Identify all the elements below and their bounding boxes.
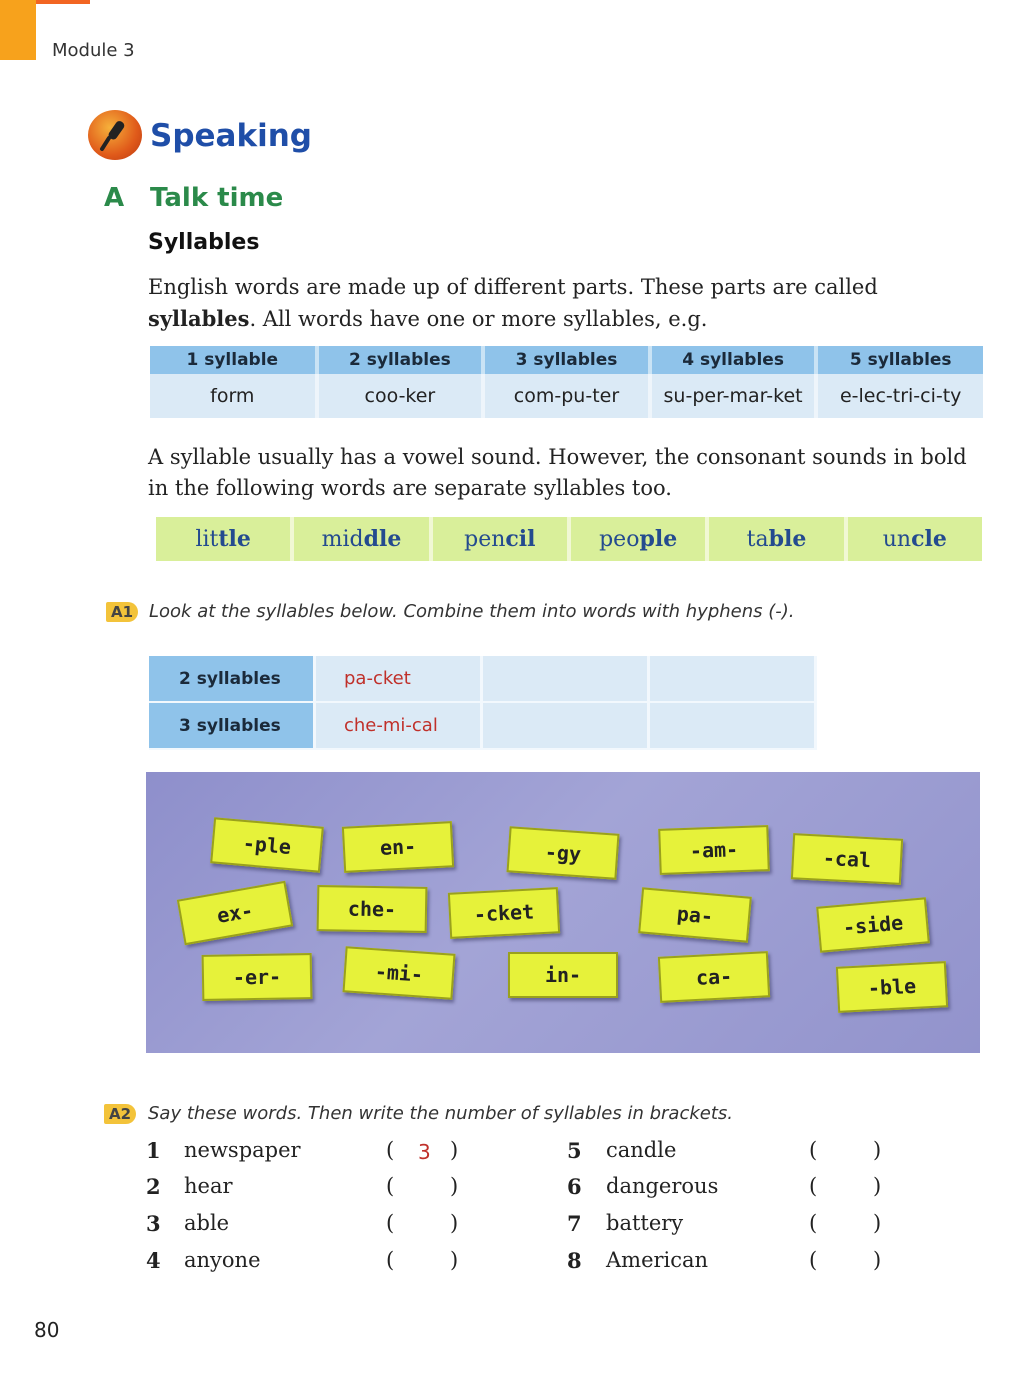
table-header: 4 syllables: [650, 346, 817, 374]
item-word: dangerous: [606, 1174, 719, 1198]
exercise-badge-a1: A1: [106, 602, 138, 622]
section-letter: A: [104, 183, 125, 213]
module-label: Module 3: [52, 40, 135, 61]
syllable-card-board: [146, 772, 980, 1053]
open-bracket: (: [386, 1174, 395, 1198]
syllable-card[interactable]: -gy: [507, 826, 620, 880]
item-word: battery: [606, 1211, 684, 1235]
example-answer: pa-cket: [315, 656, 482, 702]
item-number: 6: [567, 1174, 582, 1199]
close-bracket: ): [873, 1138, 882, 1162]
syllable-examples-table: [150, 346, 983, 418]
syllable-card[interactable]: -cket: [448, 887, 560, 939]
syllable-card[interactable]: -ble: [836, 961, 948, 1013]
syllable-header-row: [150, 346, 983, 374]
syllable-card[interactable]: in-: [508, 952, 618, 998]
syllable-card[interactable]: ex-: [177, 881, 293, 945]
corner-accent: [0, 0, 36, 60]
section-title-speaking: Speaking: [150, 118, 312, 154]
item-number: 4: [146, 1248, 161, 1273]
table-cell: com-pu-ter: [483, 374, 650, 418]
consonant-word-row: [156, 517, 982, 561]
item-word: American: [606, 1248, 709, 1272]
table-header: 5 syllables: [816, 346, 983, 374]
syllable-card[interactable]: -er-: [202, 953, 313, 1001]
a2-instruction: Say these words. Then write the number of syllables in brackets.: [148, 1103, 734, 1124]
row-label: 3 syllables: [149, 702, 315, 749]
answer-cell[interactable]: [482, 702, 649, 749]
item-word: candle: [606, 1138, 677, 1162]
answer-cell[interactable]: [482, 656, 649, 702]
intro-bold-term: syllables: [148, 306, 250, 331]
syllable-example-row: [150, 374, 983, 418]
answer-cell[interactable]: [649, 656, 816, 702]
open-bracket: (: [809, 1138, 818, 1162]
item-number: 5: [567, 1138, 582, 1163]
consonant-word: pen cil: [433, 517, 571, 561]
consonant-word: peo ple: [571, 517, 709, 561]
open-bracket: (: [809, 1174, 818, 1198]
item-number: 1: [146, 1138, 161, 1163]
item-number: 7: [567, 1211, 582, 1236]
close-bracket: ): [450, 1174, 459, 1198]
item-word: anyone: [184, 1248, 261, 1272]
table-header: 1 syllable: [150, 346, 317, 374]
microphone-icon: [88, 110, 142, 160]
table-row: [149, 702, 816, 749]
open-bracket: (: [386, 1138, 395, 1162]
syllable-card[interactable]: pa-: [638, 887, 752, 942]
table-row: [149, 656, 816, 702]
open-bracket: (: [386, 1211, 395, 1235]
exercise-badge-a2: A2: [104, 1104, 136, 1124]
answer-cell[interactable]: [649, 702, 816, 749]
syllables-heading: Syllables: [148, 230, 260, 255]
item-number: 3: [146, 1211, 161, 1236]
consonant-word: ta ble: [709, 517, 847, 561]
consonant-word: lit tle: [156, 517, 294, 561]
item-word: able: [184, 1211, 230, 1235]
open-bracket: (: [386, 1248, 395, 1272]
consonant-word: un cle: [848, 517, 982, 561]
open-bracket: (: [809, 1248, 818, 1272]
item-word: newspaper: [184, 1138, 301, 1162]
consonant-paragraph: A syllable usually has a vowel sound. However, the consonant sounds in bold in the following words are separate syllables too.: [148, 445, 967, 500]
item-number: 2: [146, 1174, 161, 1199]
open-bracket: (: [809, 1211, 818, 1235]
syllable-card[interactable]: -ple: [210, 817, 324, 872]
page-number: 80: [34, 1318, 60, 1342]
close-bracket: ): [450, 1138, 459, 1162]
table-header: 2 syllables: [317, 346, 484, 374]
example-answer: che-mi-cal: [315, 702, 482, 749]
row-label: 2 syllables: [149, 656, 315, 702]
consonant-word: mid dle: [294, 517, 432, 561]
item-number: 8: [567, 1248, 582, 1273]
syllables-intro: English words are made up of different parts. These parts are called syllables. All words have one or more syllables, e.g.: [148, 275, 878, 331]
table-cell: e-lec-tri-ci-ty: [816, 374, 983, 418]
syllable-card[interactable]: -cal: [791, 833, 903, 885]
syllable-card[interactable]: -am-: [658, 825, 770, 875]
corner-accent-strip: [36, 0, 90, 4]
section-title: Talk time: [150, 183, 284, 213]
table-header: 3 syllables: [483, 346, 650, 374]
syllable-card[interactable]: che-: [317, 885, 428, 933]
close-bracket: ): [873, 1174, 882, 1198]
item-word: hear: [184, 1174, 233, 1198]
answer-value[interactable]: 3: [418, 1140, 431, 1164]
a1-answer-table: [149, 656, 817, 750]
close-bracket: ): [450, 1248, 459, 1272]
table-cell: coo-ker: [317, 374, 484, 418]
syllable-card[interactable]: ca-: [658, 951, 770, 1003]
table-cell: form: [150, 374, 317, 418]
syllable-card[interactable]: -side: [816, 897, 930, 952]
syllable-card[interactable]: en-: [342, 821, 454, 873]
syllable-card[interactable]: -mi-: [343, 946, 456, 1000]
close-bracket: ): [450, 1211, 459, 1235]
close-bracket: ): [873, 1211, 882, 1235]
a1-instruction: Look at the syllables below. Combine them into words with hyphens (-).: [149, 601, 795, 622]
table-cell: su-per-mar-ket: [650, 374, 817, 418]
close-bracket: ): [873, 1248, 882, 1272]
